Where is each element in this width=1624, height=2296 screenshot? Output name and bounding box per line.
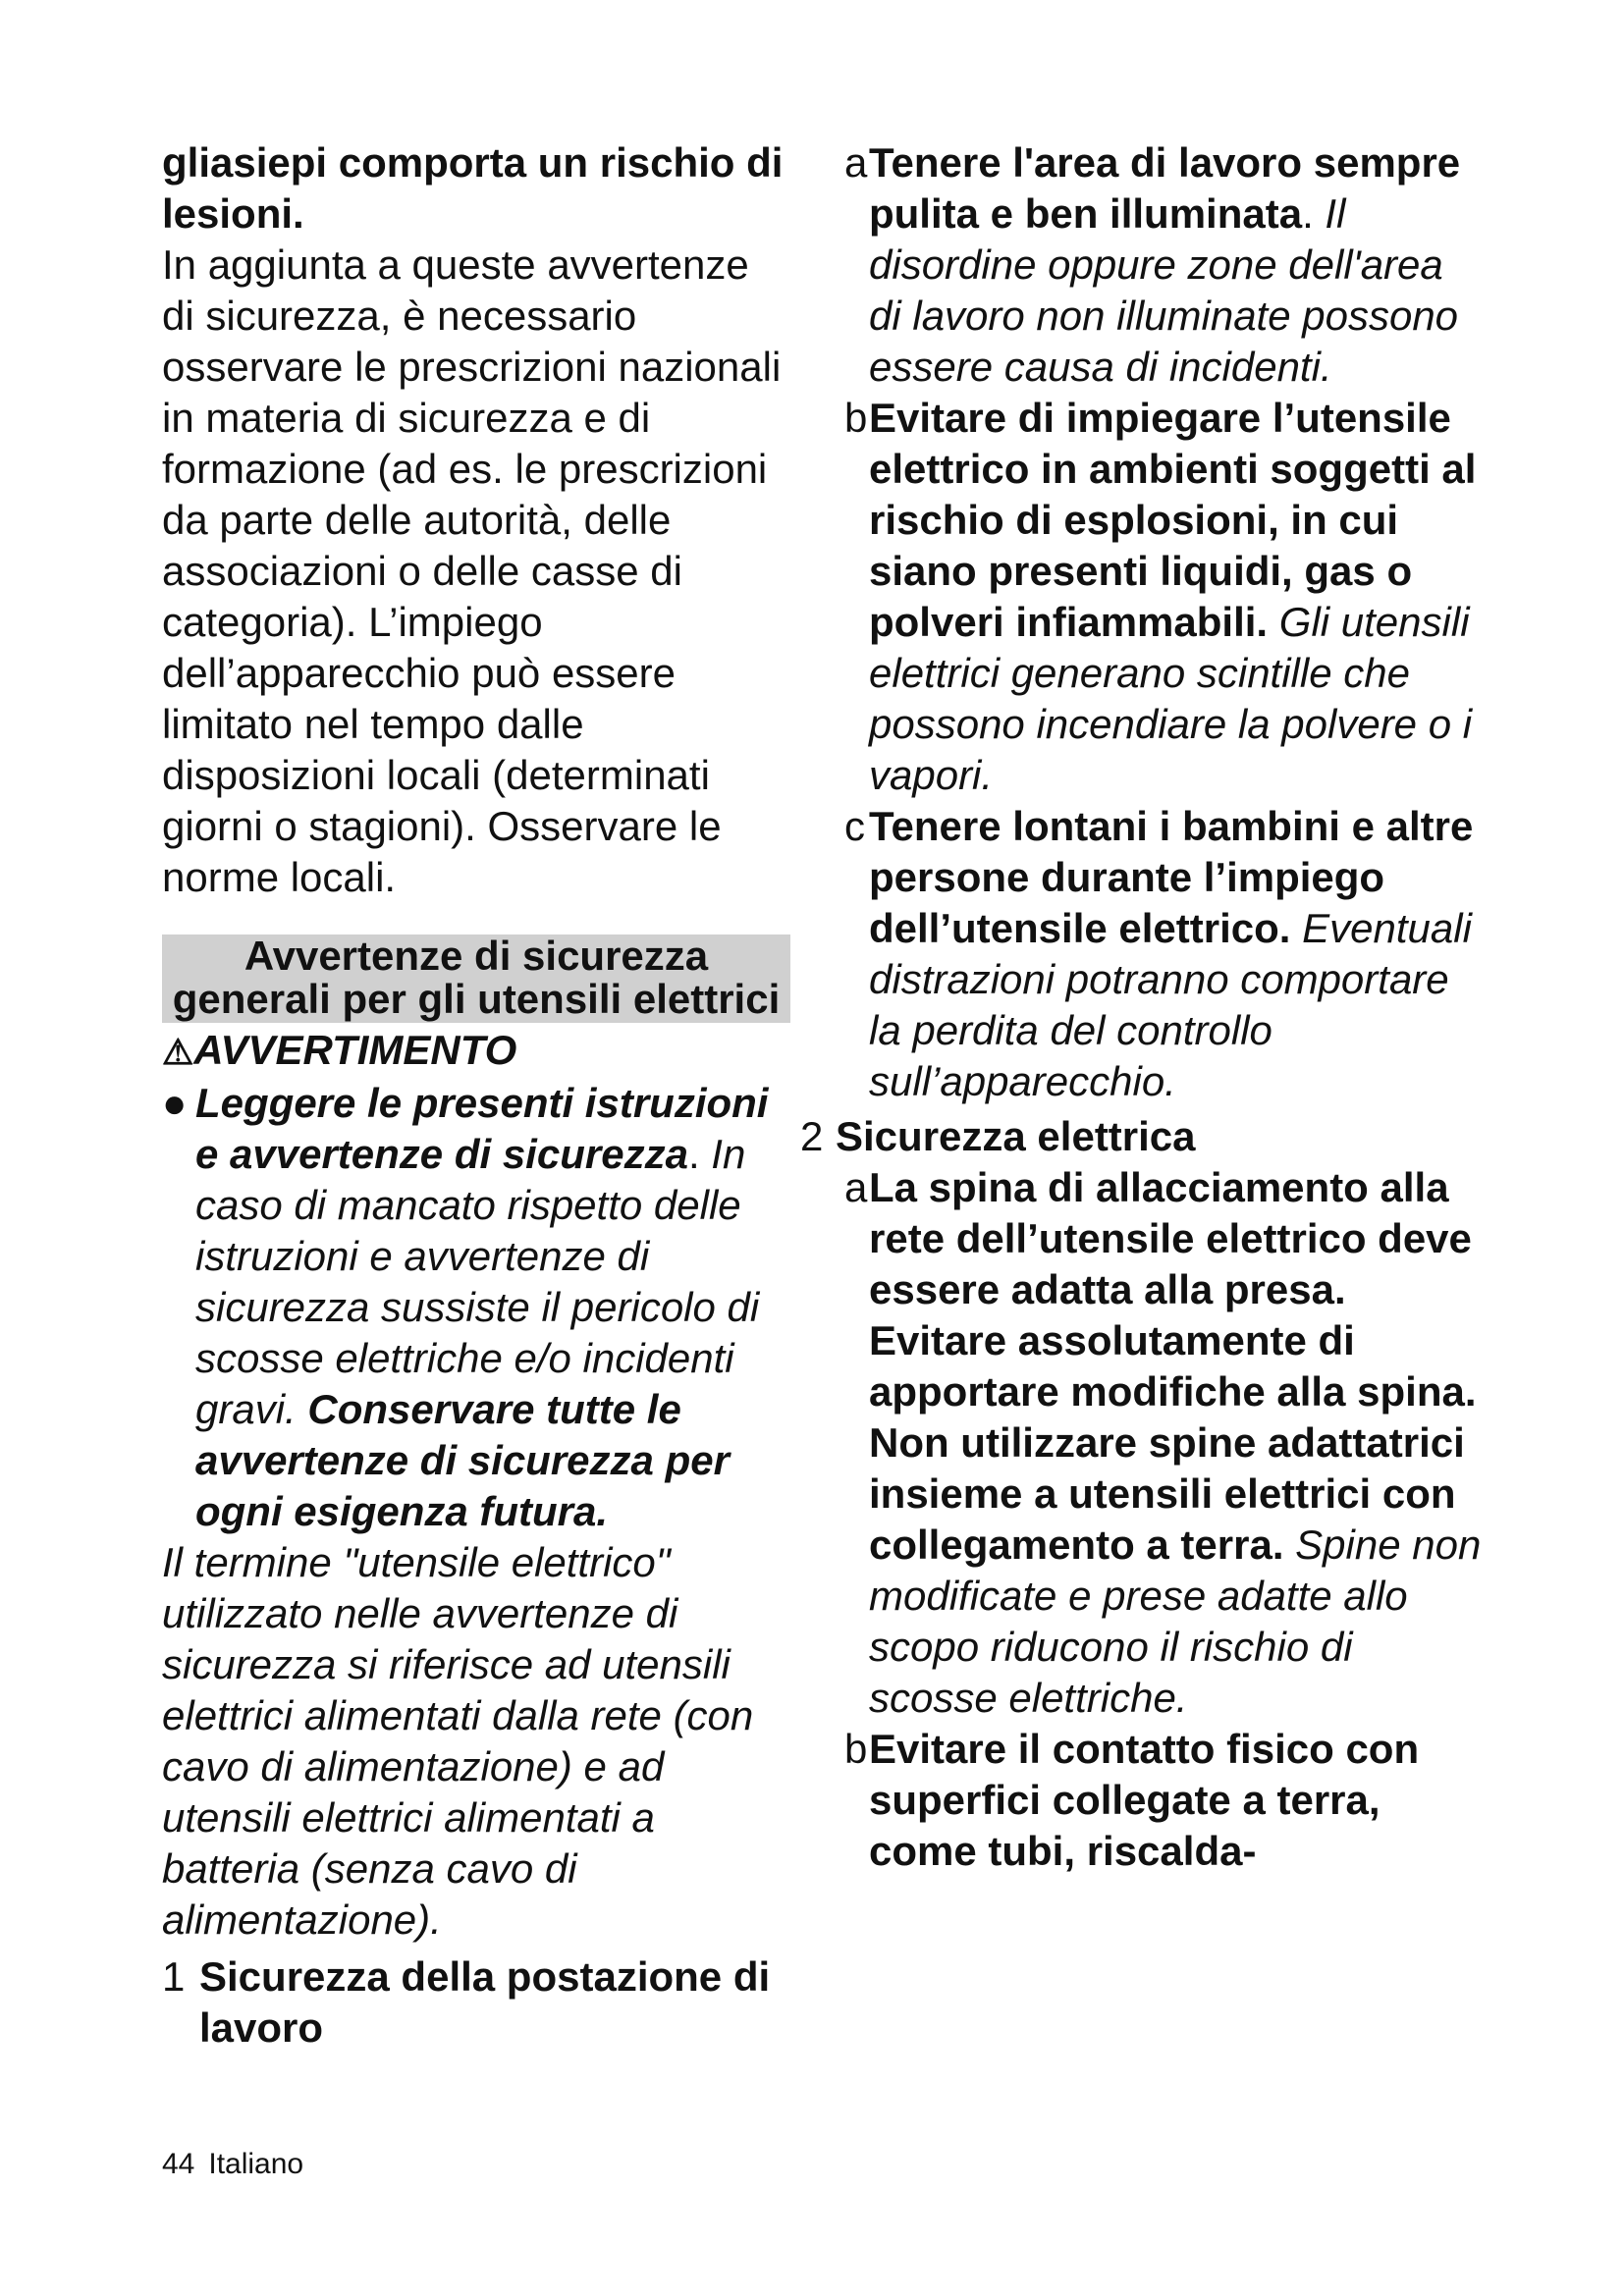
warning-text: AVVERTIMENTO [193, 1027, 517, 1073]
sub-item-bold: Tenere l'area di lavoro sempre pulita e ben illuminata [869, 139, 1461, 237]
bullet-period: . [687, 1131, 700, 1177]
sub-item-letter: c [844, 803, 865, 849]
bullet-bold-text-2: Conservare tutte le avvertenze di sicurezza per ogni esigenza futura. [195, 1386, 730, 1534]
bullet-item [162, 1078, 790, 1537]
page-number: 44 [162, 2148, 195, 2180]
left-column [162, 137, 790, 2054]
numbered-item-1 [162, 1951, 790, 2054]
page-footer [162, 2148, 317, 2181]
item-title: Sicurezza elettrica [836, 1113, 1196, 1159]
sub-item-a1 [800, 137, 1483, 393]
item-title: Sicurezza della postazione di lavoro [199, 1953, 771, 2051]
sub-item-italic: Eventuali distrazioni potranno comportare la perdita del controllo sull’apparecchio. [869, 905, 1472, 1104]
sub-item-b1 [800, 393, 1483, 801]
sub-item-letter: a [844, 1164, 868, 1210]
sub-item-letter: b [844, 1726, 868, 1772]
sub-item-a2 [800, 1162, 1483, 1724]
warning-triangle-icon: ⚠ [162, 1032, 194, 1072]
term-note: Il termine "utensile elettrico" utilizzato nelle avvertenze di sicurezza si riferisce ad utensili elettrici alimentati dalla rete (con cavo di alimentazione) e ad utensili elettrici alimentati a batteria (senza cavo di alimentazione). [162, 1539, 754, 1943]
sub-item-letter: b [844, 395, 868, 441]
sub-item-b2 [800, 1724, 1483, 1877]
sub-item-bold: Evitare il contatto fisico con superfici collegate a terra, come tubi, riscalda- [869, 1726, 1420, 1874]
sub-item-period: . [1302, 190, 1314, 237]
item-number: 2 [800, 1113, 824, 1159]
item-number: 1 [162, 1953, 186, 2000]
bullet-dot-icon: ● [162, 1080, 188, 1126]
numbered-item-2 [800, 1111, 1483, 1162]
section-heading: Avvertenze di sicurezza generali per gli utensili elettrici [162, 934, 790, 1023]
sub-item-letter: a [844, 139, 868, 186]
bullet-italic-text: In caso di mancato rispetto delle istruzioni e avvertenze di sicurezza sussiste il pericolo di scosse elettriche e/o incidenti gravi. [195, 1131, 760, 1432]
sub-item-c1 [800, 801, 1483, 1107]
footer-language: Italiano [208, 2148, 304, 2180]
sub-item-italic: Il disordine oppure zone dell'area di lavoro non illuminate possono essere causa di incidenti. [869, 190, 1459, 390]
sub-item-bold: Tenere lontani i bambini e altre persone durante l’impiego dell’utensile elettrico. [869, 803, 1474, 951]
sub-item-bold: La spina di allacciamento alla rete dell’utensile elettrico deve essere adatta alla presa. Evitare assolutamente di apportare modifiche alla spina. Non utilizzare spine adattatrici insieme a utensili elettrici con collegamento a terra. [869, 1164, 1477, 1568]
continuation-text: gliasiepi comporta un rischio di lesioni. [162, 139, 784, 237]
sub-item-bold: Evitare di impiegare l’utensile elettrico in ambienti soggetti al rischio di esplosioni, in cui siano presenti liquidi, gas o polveri infiammabili. [869, 395, 1477, 645]
intro-paragraph: In aggiunta a queste avvertenze di sicurezza, è necessario osservare le prescrizioni nazionali in materia di sicurezza e di formazione (ad es. le prescrizioni da parte delle autorità, delle associazioni o delle casse di categoria). L’impiego dell’apparecchio può essere limitato nel tempo dalle disposizioni locali (determinati giorni o stagioni). Osservare le norme locali. [162, 241, 782, 900]
right-column [800, 137, 1483, 1877]
sub-item-italic: Spine non modificate e prese adatte allo scopo riducono il rischio di scosse elettriche. [869, 1522, 1482, 1721]
bullet-bold-text: Leggere le presenti istruzioni e avvertenze di sicurezza [195, 1080, 769, 1177]
warning-label [162, 1025, 790, 1078]
sub-item-italic: Gli utensili elettrici generano scintille che possono incendiare la polvere o i vapori. [869, 599, 1473, 798]
